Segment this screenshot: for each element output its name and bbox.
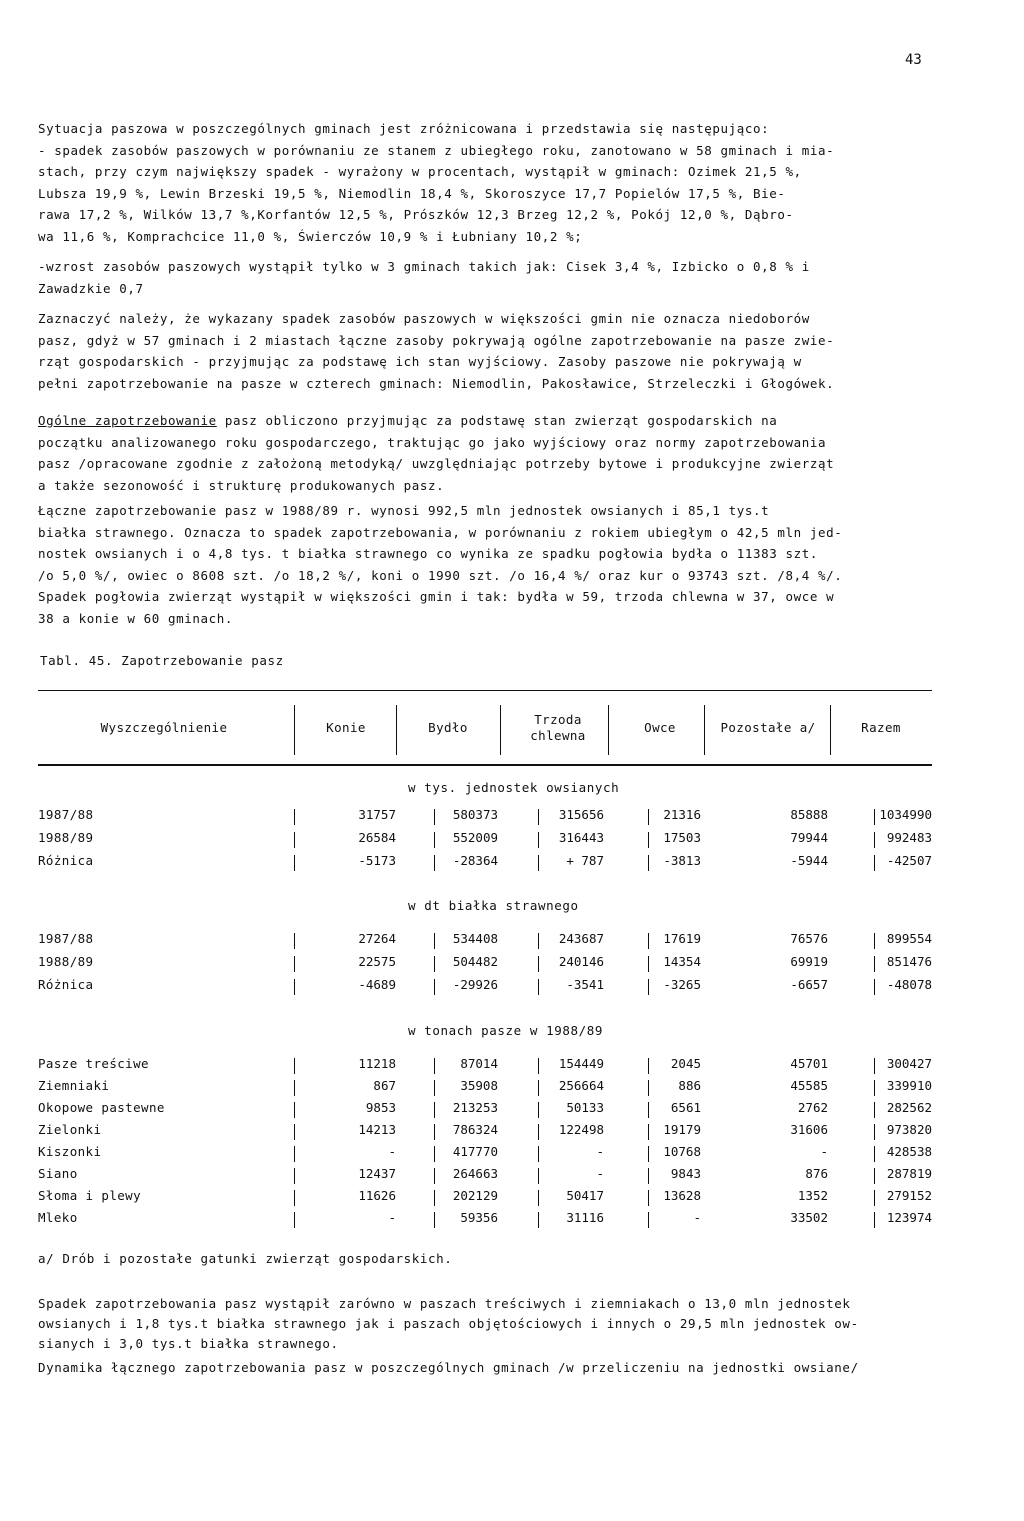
divider xyxy=(874,1146,875,1162)
table-cell: -3265 xyxy=(663,977,701,992)
table-cell: 315656 xyxy=(558,807,604,822)
divider xyxy=(648,1168,649,1184)
section-label: w tys. jednostek owsianych xyxy=(408,780,620,795)
divider xyxy=(434,956,435,972)
table-cell: 154449 xyxy=(558,1056,604,1071)
table-cell: 59356 xyxy=(460,1210,498,1225)
table-cell: 2762 xyxy=(797,1100,828,1115)
divider xyxy=(648,933,649,949)
table-cell: 10768 xyxy=(663,1144,701,1159)
text-line: początku analizowanego roku gospodarczego, traktując go jako wyjściowy oraz normy zapotrzebowania xyxy=(38,434,827,450)
table-cell: -3541 xyxy=(566,977,604,992)
divider xyxy=(874,933,875,949)
text-line: Zawadzkie 0,7 xyxy=(38,280,144,296)
text-line: pasz /opracowane zgodnie z założoną metodyką/ uwzględniając potrzeby bytowe i produkcyjne zwierząt xyxy=(38,456,835,471)
table-cell: -42507 xyxy=(886,853,932,868)
divider xyxy=(538,956,539,972)
table-cell: 1352 xyxy=(797,1188,828,1203)
row-label: Mleko xyxy=(38,1210,78,1225)
table-cell: 886 xyxy=(678,1078,701,1093)
table-row xyxy=(38,1166,932,1188)
row-label: 1988/89 xyxy=(38,954,94,969)
table-cell: - xyxy=(388,1210,396,1225)
text-line: pełni zapotrzebowanie na pasze w czterech gminach: Niemodlin, Pakosławice, Strzeleczki i Głogówek. xyxy=(38,375,835,391)
divider xyxy=(538,979,539,995)
divider xyxy=(434,1102,435,1118)
table-cell: 876 xyxy=(805,1166,828,1181)
table-cell: 973820 xyxy=(886,1122,932,1137)
divider xyxy=(648,1080,649,1096)
table-row xyxy=(38,1122,932,1144)
text-line: nostek owsianych i o 4,8 tys. t białka strawnego co wynika ze spadku pogłowia bydła o 11383 szt. xyxy=(38,546,819,561)
section-label: w tonach pasze w 1988/89 xyxy=(408,1023,604,1038)
divider xyxy=(874,1190,875,1206)
table-cell: 69919 xyxy=(790,954,828,969)
header-cell: Bydło xyxy=(428,719,468,735)
table-row xyxy=(38,954,932,976)
table-cell: - xyxy=(820,1144,828,1159)
divider xyxy=(648,832,649,848)
divider xyxy=(294,1190,295,1206)
table-row xyxy=(38,1144,932,1166)
text-line: Spadek zapotrzebowania pasz wystąpił zarówno w paszach treściwych i ziemniakach o 13,0 mln jednostek xyxy=(38,1296,851,1311)
divider xyxy=(294,1146,295,1162)
divider xyxy=(538,1080,539,1096)
text-line: 38 a konie w 60 gminach. xyxy=(38,610,234,626)
text-line: a także sezonowość i strukturę produkowanych pasz. xyxy=(38,477,445,493)
text-line: - spadek zasobów paszowych w porównaniu ze stanem z ubiegłego roku, zanotowano w 58 gminach i mia- xyxy=(38,142,835,158)
table-cell: 50133 xyxy=(566,1100,604,1115)
table-cell: 22575 xyxy=(358,954,396,969)
table-row xyxy=(38,977,932,999)
table-cell: 79944 xyxy=(790,830,828,845)
paragraph-decrease xyxy=(38,1294,988,1354)
page-number: 43 xyxy=(905,52,922,68)
table-cell: 14354 xyxy=(663,954,701,969)
text-line: rawa 17,2 %, Wilków 13,7 %,Korfantów 12,5 %, Prószków 12,3 Brzeg 12,2 %, Pokój 12,0 %, Dąbro- xyxy=(38,207,794,222)
divider xyxy=(538,855,539,871)
divider xyxy=(874,809,875,825)
table-cell: 786324 xyxy=(452,1122,498,1137)
divider xyxy=(294,1212,295,1228)
divider xyxy=(648,1124,649,1140)
table-cell: 31606 xyxy=(790,1122,828,1137)
paragraph-note xyxy=(38,308,988,394)
paragraph-combined-demand xyxy=(38,500,988,629)
table-cell: 11218 xyxy=(358,1056,396,1071)
text-line: pasz, gdyż w 57 gminach i 2 miastach łączne zasoby pokrywają ogólne zapotrzebowanie na pasze zwie- xyxy=(38,332,835,348)
table-cell: 50417 xyxy=(566,1188,604,1203)
divider xyxy=(874,855,875,871)
table-cell: 300427 xyxy=(886,1056,932,1071)
divider xyxy=(648,1102,649,1118)
table-row xyxy=(38,1056,932,1078)
table-title: Tabl. 45. Zapotrzebowanie pasz xyxy=(40,653,284,668)
table-cell: 6561 xyxy=(670,1100,701,1115)
divider xyxy=(874,1058,875,1074)
divider xyxy=(294,809,295,825)
table-cell: 534408 xyxy=(452,931,498,946)
table-cell: 12437 xyxy=(358,1166,396,1181)
table-cell: 417770 xyxy=(452,1144,498,1159)
table-cell: 240146 xyxy=(558,954,604,969)
table-cell: 45701 xyxy=(790,1056,828,1071)
paragraph-dynamics: Dynamika łącznego zapotrzebowania pasz w poszczególnych gminach /w przeliczeniu na jednostki owsiane/ xyxy=(38,1360,859,1375)
divider xyxy=(294,1102,295,1118)
text-line: Lubsza 19,9 %, Lewin Brzeski 19,5 %, Niemodlin 18,4 %, Skoroszyce 17,7 Popielów 17,5 %, Bie- xyxy=(38,185,786,201)
row-label: Siano xyxy=(38,1166,78,1181)
divider xyxy=(434,855,435,871)
table-cell: 428538 xyxy=(886,1144,932,1159)
table-footnote: a/ Drób i pozostałe gatunki zwierząt gospodarskich. xyxy=(38,1251,453,1266)
row-label: Zielonki xyxy=(38,1122,102,1137)
table-cell: 992483 xyxy=(886,830,932,845)
divider xyxy=(434,1146,435,1162)
divider xyxy=(874,1080,875,1096)
divider xyxy=(294,705,295,755)
table-cell: 282562 xyxy=(886,1100,932,1115)
table-row xyxy=(38,1100,932,1122)
divider xyxy=(874,1212,875,1228)
divider xyxy=(434,1212,435,1228)
text-line: Zaznaczyć należy, że wykazany spadek zasobów paszowych w większości gmin nie oznacza niedoborów xyxy=(38,311,810,326)
table-cell: 87014 xyxy=(460,1056,498,1071)
divider xyxy=(294,1168,295,1184)
table-cell: -5173 xyxy=(358,853,396,868)
table-cell: 35908 xyxy=(460,1078,498,1093)
table-cell: 899554 xyxy=(886,931,932,946)
table-row xyxy=(38,853,932,875)
divider xyxy=(874,1168,875,1184)
divider xyxy=(500,705,501,755)
table-row xyxy=(38,1078,932,1100)
row-label: Ziemniaki xyxy=(38,1078,110,1093)
divider xyxy=(538,832,539,848)
table-cell: - xyxy=(693,1210,701,1225)
table-cell: 1034990 xyxy=(879,807,932,822)
table-cell: 264663 xyxy=(452,1166,498,1181)
divider xyxy=(434,1124,435,1140)
table-row xyxy=(38,1210,932,1232)
divider xyxy=(538,1212,539,1228)
text-line: wa 11,6 %, Komprachcice 11,0 %, Świerczów 10,9 % i Łubniany 10,2 %; xyxy=(38,228,583,244)
divider xyxy=(648,1190,649,1206)
divider xyxy=(434,1080,435,1096)
paragraph-total-demand xyxy=(38,410,988,496)
table-cell: + 787 xyxy=(566,853,604,868)
row-label: Pasze treściwe xyxy=(38,1056,149,1071)
table-cell: 867 xyxy=(373,1078,396,1093)
table-cell: 17619 xyxy=(663,931,701,946)
divider xyxy=(294,979,295,995)
table-cell: -29926 xyxy=(452,977,498,992)
table-cell: 14213 xyxy=(358,1122,396,1137)
text-line: /o 5,0 %/, owiec o 8608 szt. /o 18,2 %/, koni o 1990 szt. /o 16,4 %/ oraz kur o 93743 szt. /8,4 %/. xyxy=(38,567,843,583)
divider xyxy=(294,956,295,972)
text-line: białka strawnego. Oznacza to spadek zapotrzebowania, w porównaniu z rokiem ubiegłym o 42,5 mln jed- xyxy=(38,524,843,540)
row-label: 1987/88 xyxy=(38,931,94,946)
table-cell: 287819 xyxy=(886,1166,932,1181)
row-label: Kiszonki xyxy=(38,1144,102,1159)
table-cell: - xyxy=(596,1144,604,1159)
divider xyxy=(434,1168,435,1184)
table-cell: 504482 xyxy=(452,954,498,969)
divider xyxy=(434,1058,435,1074)
divider xyxy=(648,809,649,825)
divider xyxy=(538,1190,539,1206)
text-line: rząt gospodarskich - przyjmując za podstawę ich stan wyjściowy. Zasoby paszowe nie pokrywają w xyxy=(38,354,802,369)
divider xyxy=(294,933,295,949)
divider xyxy=(704,705,705,755)
divider xyxy=(874,1102,875,1118)
table-cell: 45585 xyxy=(790,1078,828,1093)
paragraph-increase xyxy=(38,256,988,299)
table-cell: 19179 xyxy=(663,1122,701,1137)
text-line: Sytuacja paszowa w poszczególnych gminach jest zróżnicowana i przedstawia się następująco: xyxy=(38,121,770,136)
table-cell: - xyxy=(596,1166,604,1181)
divider xyxy=(538,1058,539,1074)
table-cell: -48078 xyxy=(886,977,932,992)
table-cell: 11626 xyxy=(358,1188,396,1203)
divider xyxy=(648,956,649,972)
divider xyxy=(874,832,875,848)
table-cell: 33502 xyxy=(790,1210,828,1225)
table-cell: 76576 xyxy=(790,931,828,946)
divider xyxy=(294,1058,295,1074)
table-cell: 339910 xyxy=(886,1078,932,1093)
text-line: owsianych i 1,8 tys.t białka strawnego jak i paszach objętościowych i innych o 29,5 mln jednostek ow- xyxy=(38,1316,859,1331)
divider xyxy=(538,1146,539,1162)
table-cell: 580373 xyxy=(452,807,498,822)
divider xyxy=(294,832,295,848)
row-label: Różnica xyxy=(38,853,94,868)
table-cell: 213253 xyxy=(452,1100,498,1115)
table-cell: 851476 xyxy=(886,954,932,969)
divider xyxy=(434,933,435,949)
table-cell: 279152 xyxy=(886,1188,932,1203)
divider xyxy=(648,979,649,995)
header-cell: Pozostałe a/ xyxy=(720,719,816,735)
table-cell: 31757 xyxy=(358,807,396,822)
divider xyxy=(874,956,875,972)
table-cell: 243687 xyxy=(558,931,604,946)
text-line xyxy=(38,410,988,432)
divider xyxy=(608,705,609,755)
header-cell: Konie xyxy=(326,719,366,735)
divider xyxy=(434,1190,435,1206)
table-row xyxy=(38,830,932,852)
divider xyxy=(538,1124,539,1140)
row-label: Okopowe pastewne xyxy=(38,1100,165,1115)
table-cell: 316443 xyxy=(558,830,604,845)
divider xyxy=(294,855,295,871)
table-cell: 123974 xyxy=(886,1210,932,1225)
header-cell: Wyszczególnienie xyxy=(100,719,228,735)
table-row xyxy=(38,931,932,953)
table-cell: -3813 xyxy=(663,853,701,868)
text-line: Łączne zapotrzebowanie pasz w 1988/89 r. wynosi 992,5 mln jednostek owsianych i 85,1 tys.t xyxy=(38,503,770,518)
table-cell: 202129 xyxy=(452,1188,498,1203)
divider xyxy=(294,1124,295,1140)
header-cell: Razem xyxy=(861,719,901,735)
divider xyxy=(648,1058,649,1074)
table-row xyxy=(38,1188,932,1210)
row-label: 1987/88 xyxy=(38,807,94,822)
table-cell: 9853 xyxy=(365,1100,396,1115)
row-label: Różnica xyxy=(38,977,94,992)
divider xyxy=(648,1146,649,1162)
table-cell: 85888 xyxy=(790,807,828,822)
underlined-term: Ogólne zapotrzebowanie xyxy=(38,413,217,428)
table-cell: -5944 xyxy=(790,853,828,868)
divider xyxy=(648,855,649,871)
row-label: Słoma i plewy xyxy=(38,1188,142,1203)
table-cell: 21316 xyxy=(663,807,701,822)
table-header xyxy=(38,690,932,766)
header-cell: Owce xyxy=(644,719,676,735)
divider xyxy=(874,979,875,995)
table-cell: 27264 xyxy=(358,931,396,946)
row-label: 1988/89 xyxy=(38,830,94,845)
table-cell: -4689 xyxy=(358,977,396,992)
text-line: Spadek pogłowia zwierząt wystąpił w większości gmin i tak: bydła w 59, trzoda chlewna w 37, owce w xyxy=(38,589,835,604)
divider xyxy=(538,1102,539,1118)
table-cell: 552009 xyxy=(452,830,498,845)
divider xyxy=(830,705,831,755)
table-row xyxy=(38,807,932,829)
divider xyxy=(434,832,435,848)
divider xyxy=(396,705,397,755)
text-line: stach, przy czym największy spadek - wyrażony w procentach, wystąpił w gminach: Ozimek 21,5 %, xyxy=(38,164,802,179)
text-line: -wzrost zasobów paszowych wystąpił tylko w 3 gminach takich jak: Cisek 3,4 %, Izbicko o 0,8 % i xyxy=(38,259,810,274)
table-cell: 13628 xyxy=(663,1188,701,1203)
divider xyxy=(434,979,435,995)
text-line: sianych i 3,0 tys.t białka strawnego. xyxy=(38,1336,339,1351)
table-cell: 9843 xyxy=(670,1166,701,1181)
divider xyxy=(538,809,539,825)
table-cell: -28364 xyxy=(452,853,498,868)
divider xyxy=(874,1124,875,1140)
paragraph-feed-situation xyxy=(38,118,988,247)
table-cell: 256664 xyxy=(558,1078,604,1093)
table-cell: - xyxy=(388,1144,396,1159)
divider xyxy=(294,1080,295,1096)
text-span: pasz obliczono przyjmując za podstawę stan zwierząt gospodarskich na xyxy=(216,413,778,428)
divider xyxy=(538,1168,539,1184)
table-cell: 31116 xyxy=(566,1210,604,1225)
table-cell: -6657 xyxy=(790,977,828,992)
table-cell: 17503 xyxy=(663,830,701,845)
divider xyxy=(434,809,435,825)
divider xyxy=(538,933,539,949)
header-cell: Trzoda chlewna xyxy=(530,711,586,743)
section-label: w dt białka strawnego xyxy=(408,898,579,913)
table-cell: 122498 xyxy=(558,1122,604,1137)
table-cell: 2045 xyxy=(670,1056,701,1071)
divider xyxy=(648,1212,649,1228)
table-cell: 26584 xyxy=(358,830,396,845)
